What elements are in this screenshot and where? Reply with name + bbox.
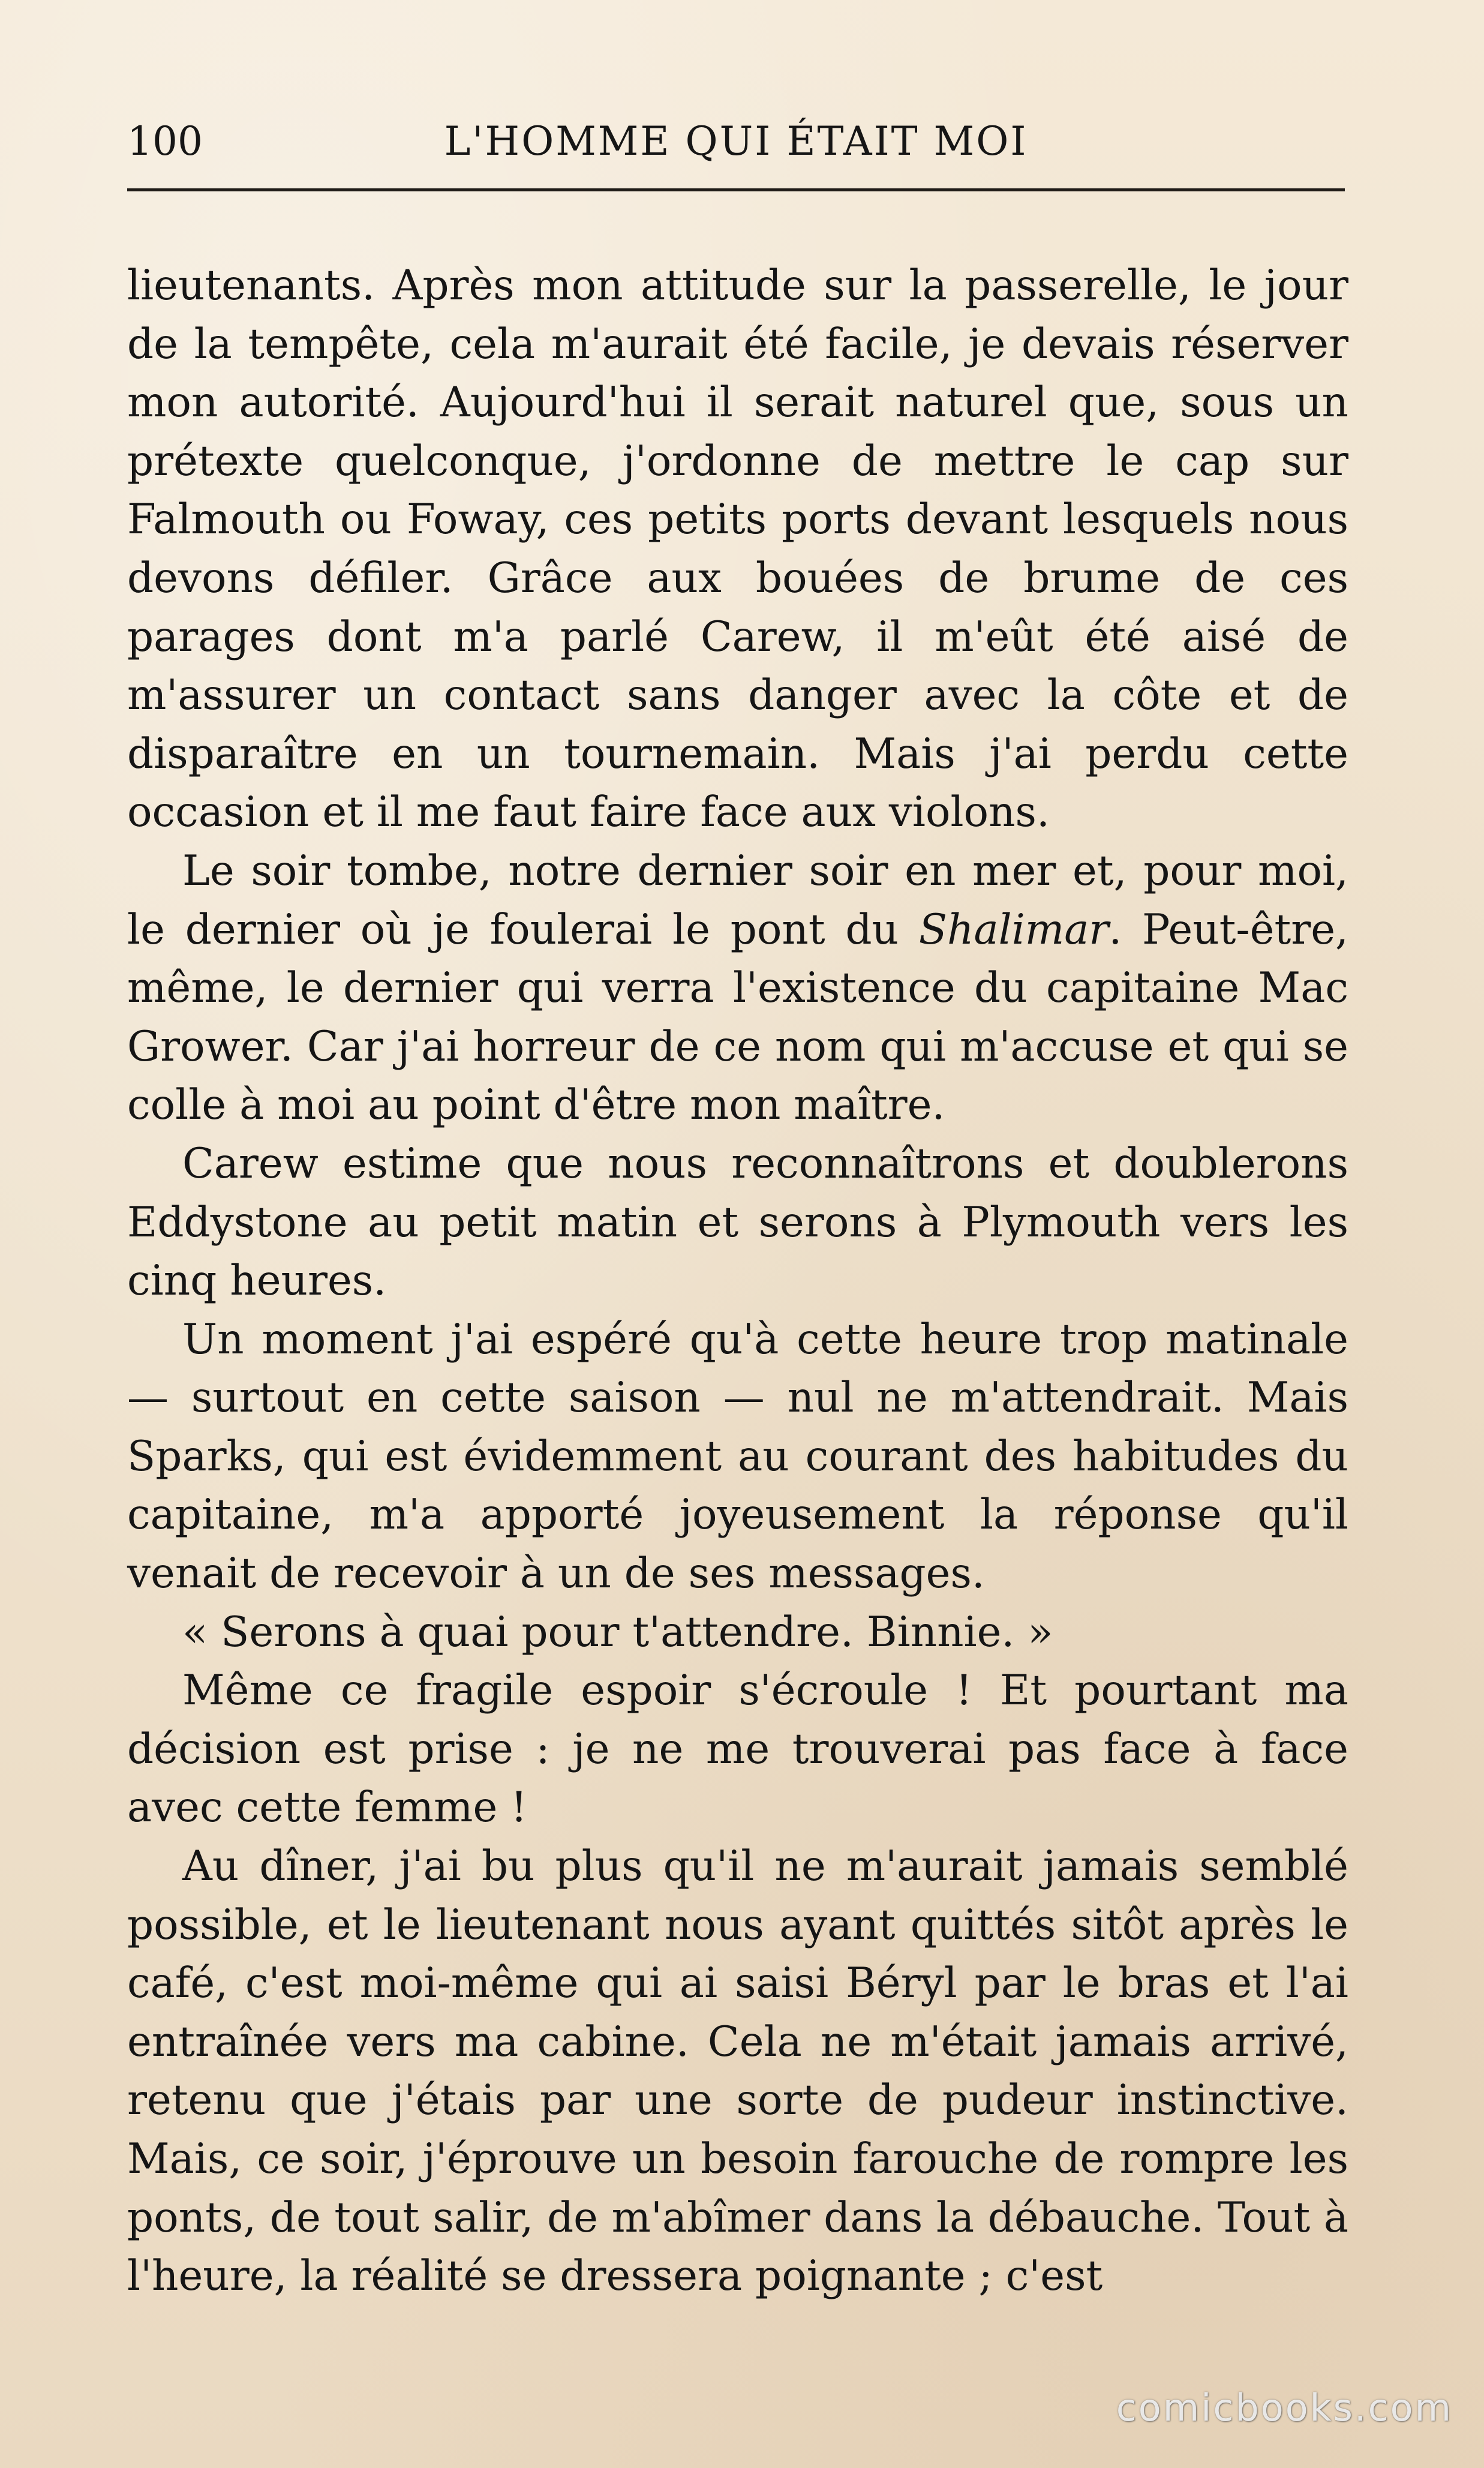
body-text: [127, 257, 1348, 2306]
header-rule: [127, 188, 1345, 191]
paragraph: Même ce fragile espoir s'écroule ! Et pourtant ma décision est prise : je ne me trouverai pas face à face avec cette femme !: [127, 1667, 1348, 1832]
paragraph: « Serons à quai pour t'attendre. Binnie. »: [182, 1608, 1053, 1656]
paragraph: lieutenants. Après mon attitude sur la passerelle, le jour de la tempête, cela m'aurait été facile, je devais réserver mon autorité. Aujourd'hui il serait naturel que, sous un prétexte quelconque, j'ordonne de mettre le cap sur Falmouth ou Foway, ces petits ports devant lesquels nous devons défiler. Grâce aux bouées de brume de ces parages dont m'a parlé Carew, il m'eût été aisé de m'assurer un contact sans danger avec la côte et de disparaître en un tournemain. Mais j'ai perdu cette occasion et il me faut faire face aux violons.: [127, 262, 1348, 837]
page-number: 100: [127, 118, 203, 164]
paragraph-text: . Peut-être, même, le dernier qui verra l'existence du capitaine Mac Grower. Car j'ai horreur de ce nom qui m'accuse et qui se colle à moi au point d'être mon maître.: [127, 905, 1348, 1130]
paragraph: Au dîner, j'ai bu plus qu'il ne m'aurait jamais semblé possible, et le lieutenant nous ayant quittés sitôt après le café, c'est moi-même qui ai saisi Béryl par le bras et l'ai entraînée vers ma cabine. Cela ne m'était jamais arrivé, retenu que j'étais par une sorte de pudeur instinctive. Mais, ce soir, j'éprouve un besoin farouche de rompre les ponts, de tout salir, de m'abîmer dans la débauche. Tout à l'heure, la réalité se dressera poignante ; c'est: [127, 1842, 1348, 2301]
paragraph: Carew estime que nous reconnaîtrons et doublerons Eddystone au petit matin et serons à Plymouth vers les cinq heures.: [127, 1139, 1348, 1305]
paragraph-text: Le soir tombe, notre dernier soir en mer et, pour moi, le dernier où je foulerai le pont du: [127, 846, 1348, 954]
paragraph: [127, 842, 1348, 1135]
page-header: [127, 112, 1345, 172]
running-title: L'HOMME QUI ÉTAIT MOI: [444, 118, 1028, 164]
ship-name: Shalimar: [918, 905, 1109, 954]
paragraph: Un moment j'ai espéré qu'à cette heure trop matinale — surtout en cette saison — nul ne m'attendrait. Mais Sparks, qui est évidemment au courant des habitudes du capitaine, m'a apporté joyeusement la réponse qu'il venait de recevoir à un de ses messages.: [127, 1315, 1348, 1598]
watermark: comicbooks.com: [1116, 2386, 1453, 2430]
